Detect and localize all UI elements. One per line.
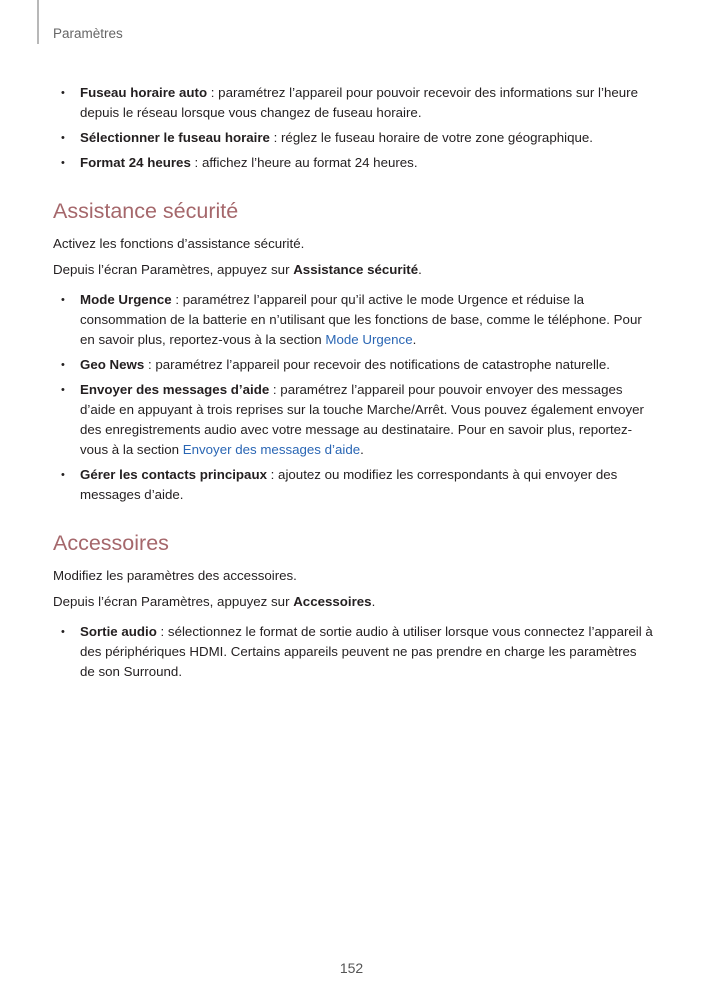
path-term: Accessoires	[293, 594, 372, 609]
bullet-icon: •	[61, 294, 65, 306]
page-header-title: Paramètres	[53, 26, 123, 41]
list-item	[53, 153, 653, 173]
mode-urgence-link[interactable]: Mode Urgence	[325, 332, 413, 347]
list-item	[53, 465, 653, 505]
accessories-bullet-list	[53, 622, 653, 682]
path-suffix: .	[418, 262, 422, 277]
setting-description-end: .	[360, 442, 364, 457]
setting-term: Sélectionner le fuseau horaire	[80, 130, 270, 145]
path-suffix: .	[371, 594, 376, 609]
setting-description: : paramétrez l’appareil pour qu’il active le mode Urgence et réduise la consommation de la batterie en n’utilisant que les fonctions de base, comme le téléphone. Pour en savoir plus, reportez-vous à la section	[80, 292, 642, 347]
help-messages-link[interactable]: Envoyer des messages d’aide	[182, 442, 361, 457]
bullet-icon: •	[61, 87, 65, 99]
section-intro: Activez les fonctions d’assistance sécurité.	[53, 236, 305, 251]
page-content	[53, 83, 653, 687]
bullet-icon: •	[61, 469, 65, 481]
path-prefix: Depuis l’écran Paramètres, appuyez sur	[53, 594, 294, 609]
bullet-icon: •	[61, 157, 65, 169]
setting-description: : paramétrez l’appareil pour recevoir des notifications de catastrophe naturelle.	[144, 357, 610, 372]
setting-description: : sélectionnez le format de sortie audio à utiliser lorsque vous connectez l’appareil à des périphériques HDMI. Certains appareils peuvent ne pas prendre en charge les paramètres de son Surround.	[80, 624, 653, 679]
setting-description: : ajoutez ou modifiez les correspondants à qui envoyer des messages d’aide.	[80, 467, 618, 502]
setting-term: Geo News	[80, 357, 145, 372]
page-number: 152	[339, 960, 364, 976]
list-item	[53, 128, 653, 148]
setting-description: : affichez l’heure au format 24 heures.	[190, 155, 418, 170]
section-heading-accessories: Accessoires	[53, 531, 169, 555]
setting-term: Fuseau horaire auto	[80, 85, 208, 100]
path-prefix: Depuis l’écran Paramètres, appuyez sur	[53, 262, 294, 277]
header-divider	[37, 0, 39, 44]
intro-bullet-list	[53, 83, 653, 173]
list-item	[53, 83, 653, 123]
setting-term: Gérer les contacts principaux	[80, 467, 267, 482]
path-term: Assistance sécurité	[293, 262, 419, 277]
navigation-path	[53, 260, 653, 280]
bullet-icon: •	[61, 626, 65, 638]
list-item	[53, 622, 653, 682]
bullet-icon: •	[61, 359, 65, 371]
list-item	[53, 290, 653, 350]
setting-description: : réglez le fuseau horaire de votre zone géographique.	[269, 130, 593, 145]
list-item	[53, 355, 653, 375]
setting-term: Envoyer des messages d’aide	[80, 382, 270, 397]
list-item	[53, 380, 653, 460]
setting-term: Format 24 heures	[80, 155, 191, 170]
section-heading-safety: Assistance sécurité	[53, 199, 239, 223]
bullet-icon: •	[61, 384, 65, 396]
setting-description-end: .	[412, 332, 417, 347]
setting-term: Mode Urgence	[80, 292, 172, 307]
setting-description: : paramétrez l’appareil pour pouvoir recevoir des informations sur l’heure depuis le réseau lorsque vous changez de fuseau horaire.	[80, 85, 638, 120]
setting-description: : paramétrez l’appareil pour pouvoir envoyer des messages d’aide en appuyant à trois reprises sur la touche Marche/Arrêt. Vous pouvez également envoyer des enregistrements audio avec votre message au destinataire. Pour en savoir plus, reportez-vous à la section	[80, 382, 644, 457]
safety-bullet-list	[53, 290, 653, 505]
section-intro: Modifiez les paramètres des accessoires.	[53, 568, 297, 583]
bullet-icon: •	[61, 132, 65, 144]
setting-term: Sortie audio	[80, 624, 157, 639]
navigation-path	[53, 592, 653, 612]
